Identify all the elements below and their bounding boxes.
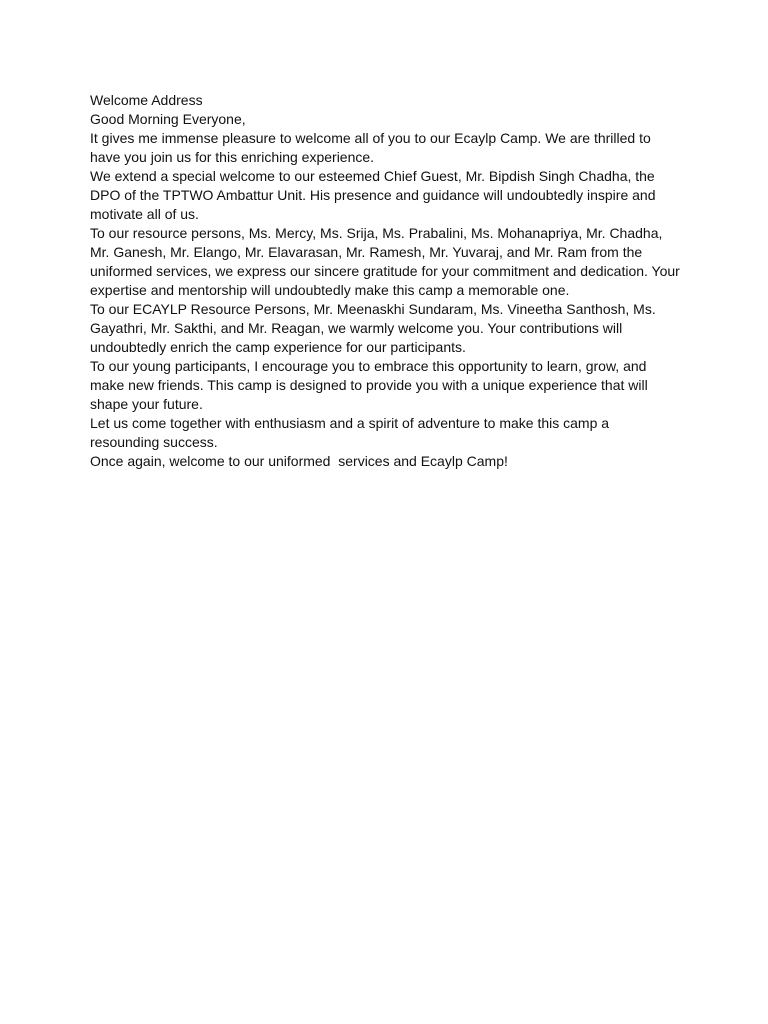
document-body — [90, 91, 682, 471]
paragraph-welcome: It gives me immense pleasure to welcome all of you to our Ecaylp Camp. We are thrilled to have you join us for this enriching experience. — [90, 130, 655, 165]
document-title: Welcome Address — [90, 92, 203, 108]
paragraph-participants: To our young participants, I encourage you to embrace this opportunity to learn, grow, and make new friends. This camp is designed to provide you with a unique experience that will shape your future. — [90, 358, 652, 412]
paragraph-together: Let us come together with enthusiasm and a spirit of adventure to make this camp a resounding success. — [90, 415, 613, 450]
paragraph-ecaylp-resource-persons: To our ECAYLP Resource Persons, Mr. Meenaskhi Sundaram, Ms. Vineetha Santhosh, Ms. Gayathri, Mr. Sakthi, and Mr. Reagan, we warmly welcome you. Your contributions will undoubtedly enrich the camp experience for our participants. — [90, 301, 660, 355]
paragraph-resource-persons: To our resource persons, Ms. Mercy, Ms. Srija, Ms. Prabalini, Ms. Mohanapriya, Mr. Chadha, Mr. Ganesh, Mr. Elango, Mr. Elavarasan, Mr. Ramesh, Mr. Yuvaraj, and Mr. Ram from the uniformed services, we express our sincere gratitude for your commitment and dedication. Your expertise and mentorship will undoubtedly make this camp a memorable one. — [90, 225, 684, 298]
paragraph-closing: Once again, welcome to our uniformed services and Ecaylp Camp! — [90, 453, 508, 469]
greeting: Good Morning Everyone, — [90, 111, 246, 127]
paragraph-chief-guest: We extend a special welcome to our esteemed Chief Guest, Mr. Bipdish Singh Chadha, the DPO of the TPTWO Ambattur Unit. His presence and guidance will undoubtedly inspire and motivate all of us. — [90, 168, 660, 222]
